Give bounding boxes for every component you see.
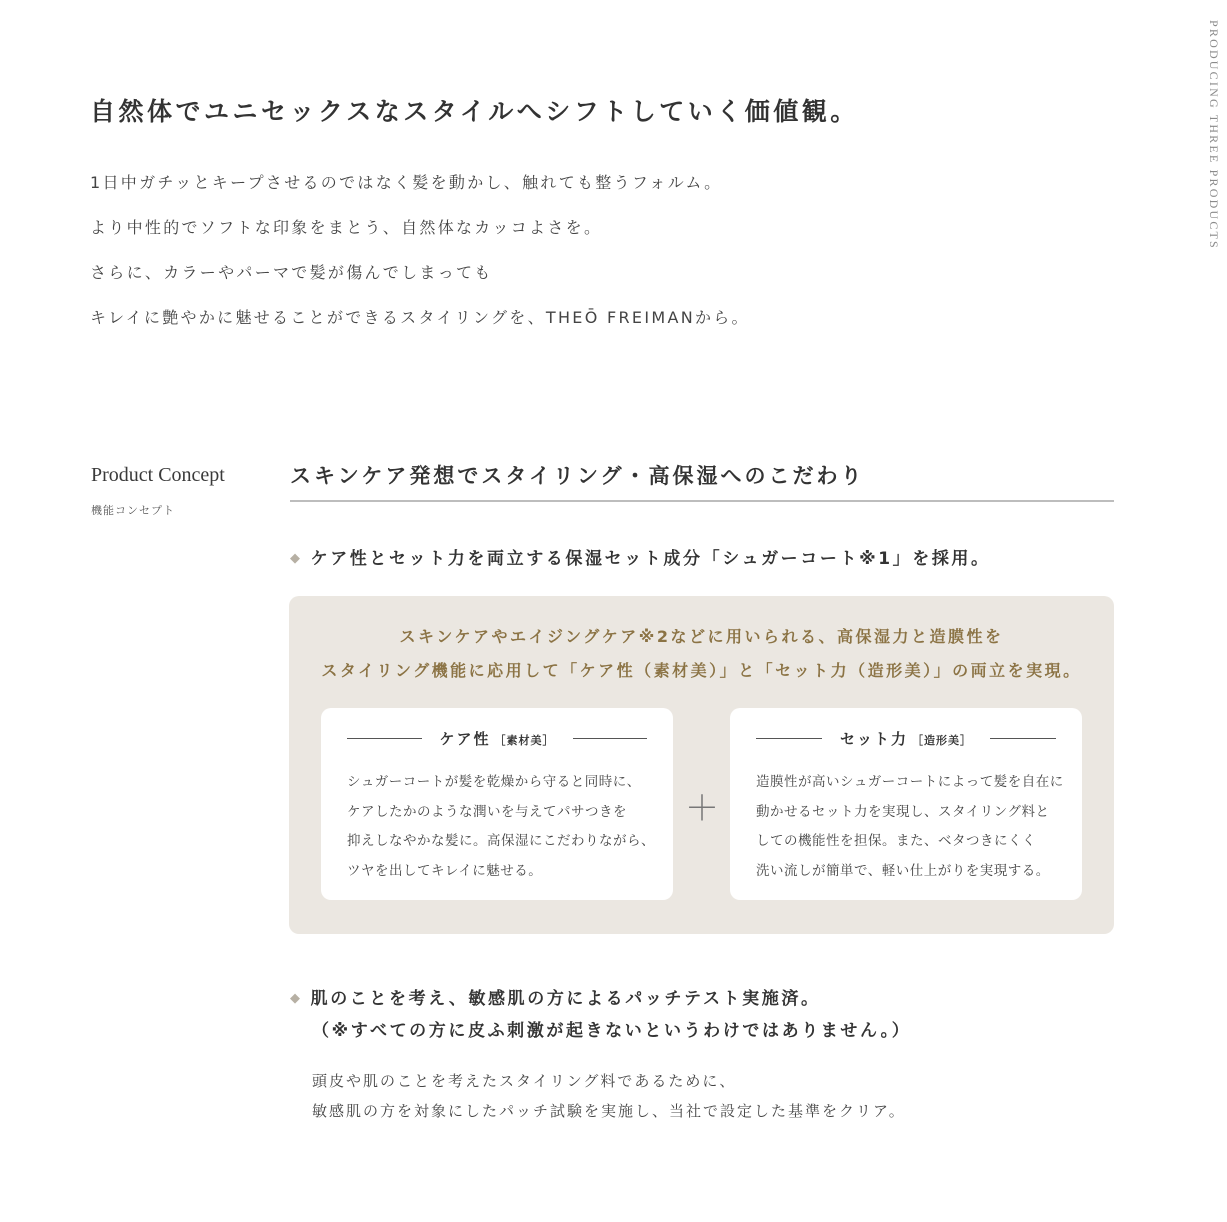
feature-lead-line: スキンケアやエイジングケア※2などに用いられる、高保湿力と造膜性を <box>399 627 1004 646</box>
header-rule <box>756 738 822 739</box>
card-line: シュガーコートが髪を乾燥から守ると同時に、 <box>347 774 641 790</box>
header-rule <box>990 738 1056 739</box>
concept-title: Product Concept <box>91 464 225 486</box>
description-line: 敏感肌の方を対象にしたパッチ試験を実施し、当社で設定した基準をクリア。 <box>312 1102 906 1120</box>
card-title <box>840 728 972 749</box>
card-title-text: セット力 <box>840 730 909 748</box>
set-power-card <box>730 708 1082 900</box>
feature-lead-line: スタイリング機能に応用して「ケア性（素材美）」と「セット力（造形美）」の両立を実現。 <box>321 661 1082 680</box>
header-rule <box>347 738 422 739</box>
bullet-text: ケア性とセット力を両立する保湿セット成分「シュガーコート※1」を採用。 <box>310 549 991 569</box>
intro-line: キレイに艶やかに魅せることができるスタイリングを、THEŌ FREIMANから。 <box>90 308 750 327</box>
intro-line: 1日中ガチッとキープさせるのではなく髪を動かし、触れても整うフォルム。 <box>90 173 723 192</box>
header-rule <box>573 738 648 739</box>
card-line: 造膜性が高いシュガーコートによって髪を自在に <box>756 774 1064 790</box>
intro-line: より中性的でソフトな印象をまとう、自然体なカッコよさを。 <box>90 218 603 237</box>
plus-icon: ＋ <box>685 789 719 829</box>
intro-paragraph <box>90 170 750 350</box>
bullet-text: 肌のことを考え、敏感肌の方によるパッチテスト実施済。 <box>310 989 821 1009</box>
card-body <box>347 768 659 886</box>
card-header <box>756 728 1056 749</box>
patch-test-description <box>312 1066 906 1126</box>
card-line: 抑えしなやかな髪に。高保湿にこだわりながら、 <box>347 833 655 849</box>
feature-bullet-patch-test <box>290 983 911 1047</box>
card-header <box>347 728 647 749</box>
card-tag: ［素材美］ <box>494 734 555 747</box>
concept-subtitle: 機能コンセプト <box>91 504 175 517</box>
card-tag: ［造形美］ <box>912 734 973 747</box>
intro-line: さらに、カラーやパーマで髪が傷んでしまっても <box>90 263 493 282</box>
card-line: 洗い流しが簡単で、軽い仕上がりを実現する。 <box>756 862 1050 879</box>
section-heading: スキンケア発想でスタイリング・高保湿へのこだわり <box>290 460 1114 502</box>
side-vertical-label: PRODUCING THREE PRODUCTS <box>1207 20 1221 250</box>
card-title <box>440 728 555 749</box>
card-line: ツヤを出してキレイに魅せる。 <box>347 862 543 879</box>
card-line: しての機能性を担保。また、ベタつきにくく <box>756 833 1036 849</box>
feature-panel <box>289 596 1114 934</box>
care-card <box>321 708 673 900</box>
feature-lead <box>289 620 1114 688</box>
page-headline: 自然体でユニセックスなスタイルへシフトしていく価値観。 <box>90 97 859 126</box>
card-line: 動かせるセット力を実現し、スタイリング料と <box>756 803 1050 820</box>
description-line: 頭皮や肌のことを考えたスタイリング料であるために、 <box>312 1072 737 1090</box>
bullet-note: （※すべての方に皮ふ刺激が起きないというわけではありません。） <box>312 1021 912 1041</box>
card-body <box>756 768 1068 886</box>
card-line: ケアしたかのような潤いを与えてパサつきを <box>347 803 627 820</box>
diamond-bullet-icon: ◆ <box>290 991 303 1006</box>
feature-bullet-sugar-coat <box>290 544 991 569</box>
card-title-text: ケア性 <box>439 730 491 748</box>
diamond-bullet-icon: ◆ <box>290 551 303 566</box>
